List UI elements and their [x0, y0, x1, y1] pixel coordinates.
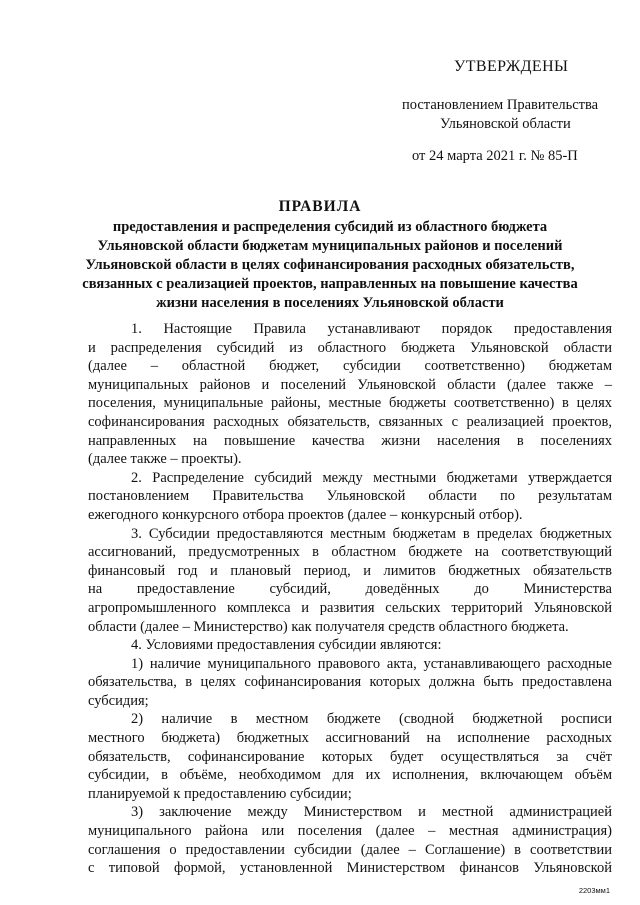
approval-line-1: постановлением Правительства: [402, 97, 599, 113]
condition-2-line: субсидии, в объёме, необходимом для их исполнения, включающем объём: [88, 767, 612, 784]
subtitle-line: Ульяновской области бюджетам муниципальных районов и поселений: [97, 238, 563, 254]
condition-1-line: 1) наличие муниципального правового акта, устанавливающего расходные: [131, 655, 612, 672]
paragraph-1-line: муниципальных районов и поселений Ульяновской области (далее также –: [88, 376, 612, 393]
paragraph-1-line: 1. Настоящие Правила устанавливают порядок предоставления: [131, 321, 612, 337]
paragraph-2-line: 2. Распределение субсидий между местными бюджетами утверждается: [131, 469, 612, 486]
approval-heading: УТВЕРЖДЕНЫ: [454, 58, 569, 75]
paragraph-3-line: финансовый год и плановый период, и лимитов бюджетных обязательств: [88, 562, 612, 579]
subtitle-line: жизни населения в поселениях Ульяновской области: [156, 295, 504, 311]
paragraph-1-line: (далее – областной бюджет, субсидии соответственно) бюджетам: [88, 358, 612, 375]
paragraph-3-line: на предоставление субсидий, доведённых до Министерства: [88, 581, 612, 598]
condition-3-line: соглашения о предоставлении субсидии (далее – Соглашение) в соответствии: [88, 841, 612, 858]
approval-line-2: Ульяновской области: [440, 116, 571, 132]
condition-3-line: с типовой формой, установленной Министерством финансов Ульяновской: [88, 860, 612, 877]
condition-1-line: субсидия;: [88, 692, 149, 709]
paragraph-1-line: направленных на повышение качества жизни населения в поселениях: [88, 432, 612, 449]
subtitle-line: Ульяновской области в целях софинанcирования расходных обязательств,: [85, 257, 575, 273]
paragraph-1-line: и распределения субсидий из областного бюджета Ульяновской области: [88, 339, 612, 356]
paragraph-3-line: области (далее – Министерство) как получателя средств областного бюджета.: [88, 618, 569, 635]
condition-2-line: планируемой к предоставлению субсидии;: [88, 785, 352, 802]
paragraph-1-line: поселения, муниципальные районы, местные бюджеты соответственно) в целях: [88, 395, 612, 412]
paragraph-4-line: 4. Условиями предоставления субсидии являются:: [131, 637, 442, 654]
document-subtitle: [80, 218, 580, 313]
condition-2-line: обязательств, софинансирование которых будет осуществляться за счёт: [88, 748, 612, 765]
paragraph-1-line: (далее также – проекты).: [88, 451, 242, 468]
condition-3-line: муниципального района или поселения (далее – местная администрация): [88, 823, 612, 840]
approval-date-line: от 24 марта 2021 г. № 85-П: [412, 148, 578, 164]
condition-2-line: местного бюджета) бюджетных ассигнований на исполнение расходных: [88, 730, 612, 747]
subtitle-line: предоставления и распределения субсидий из областного бюджета: [112, 219, 548, 235]
paragraph-3-line: 3. Субсидии предоставляются местным бюджетам в пределах бюджетных: [131, 525, 612, 542]
paragraph-3-line: ассигнований, предусмотренных в областном бюджете на соответствующий: [88, 544, 612, 561]
condition-1-line: обязательства, в целях софинансирования которых должна быть предоставлена: [88, 674, 612, 691]
paragraph-3-line: агропромышленного комплекса и развития сельских территорий Ульяновской: [88, 599, 612, 616]
document-body: [88, 320, 612, 878]
paragraph-2-line: постановлением Правительства Ульяновской области по результатам: [88, 488, 612, 505]
condition-2-line: 2) наличие в местном бюджете (сводной бюджетной росписи: [131, 711, 612, 728]
footer-doc-code: 2203мм1: [578, 886, 610, 895]
subtitle-line: связанных с реализацией проектов, направленных на повышение качества: [82, 276, 578, 292]
paragraph-2-line: ежегодного конкурсного отбора проектов (далее – конкурсный отбор).: [88, 506, 523, 523]
condition-3-line: 3) заключение между Министерством и местной администрацией: [131, 804, 612, 821]
document-title: ПРАВИЛА: [278, 198, 362, 215]
paragraph-1-line: софинансирования расходных обязательств, связанных с реализацией проектов,: [88, 413, 612, 430]
